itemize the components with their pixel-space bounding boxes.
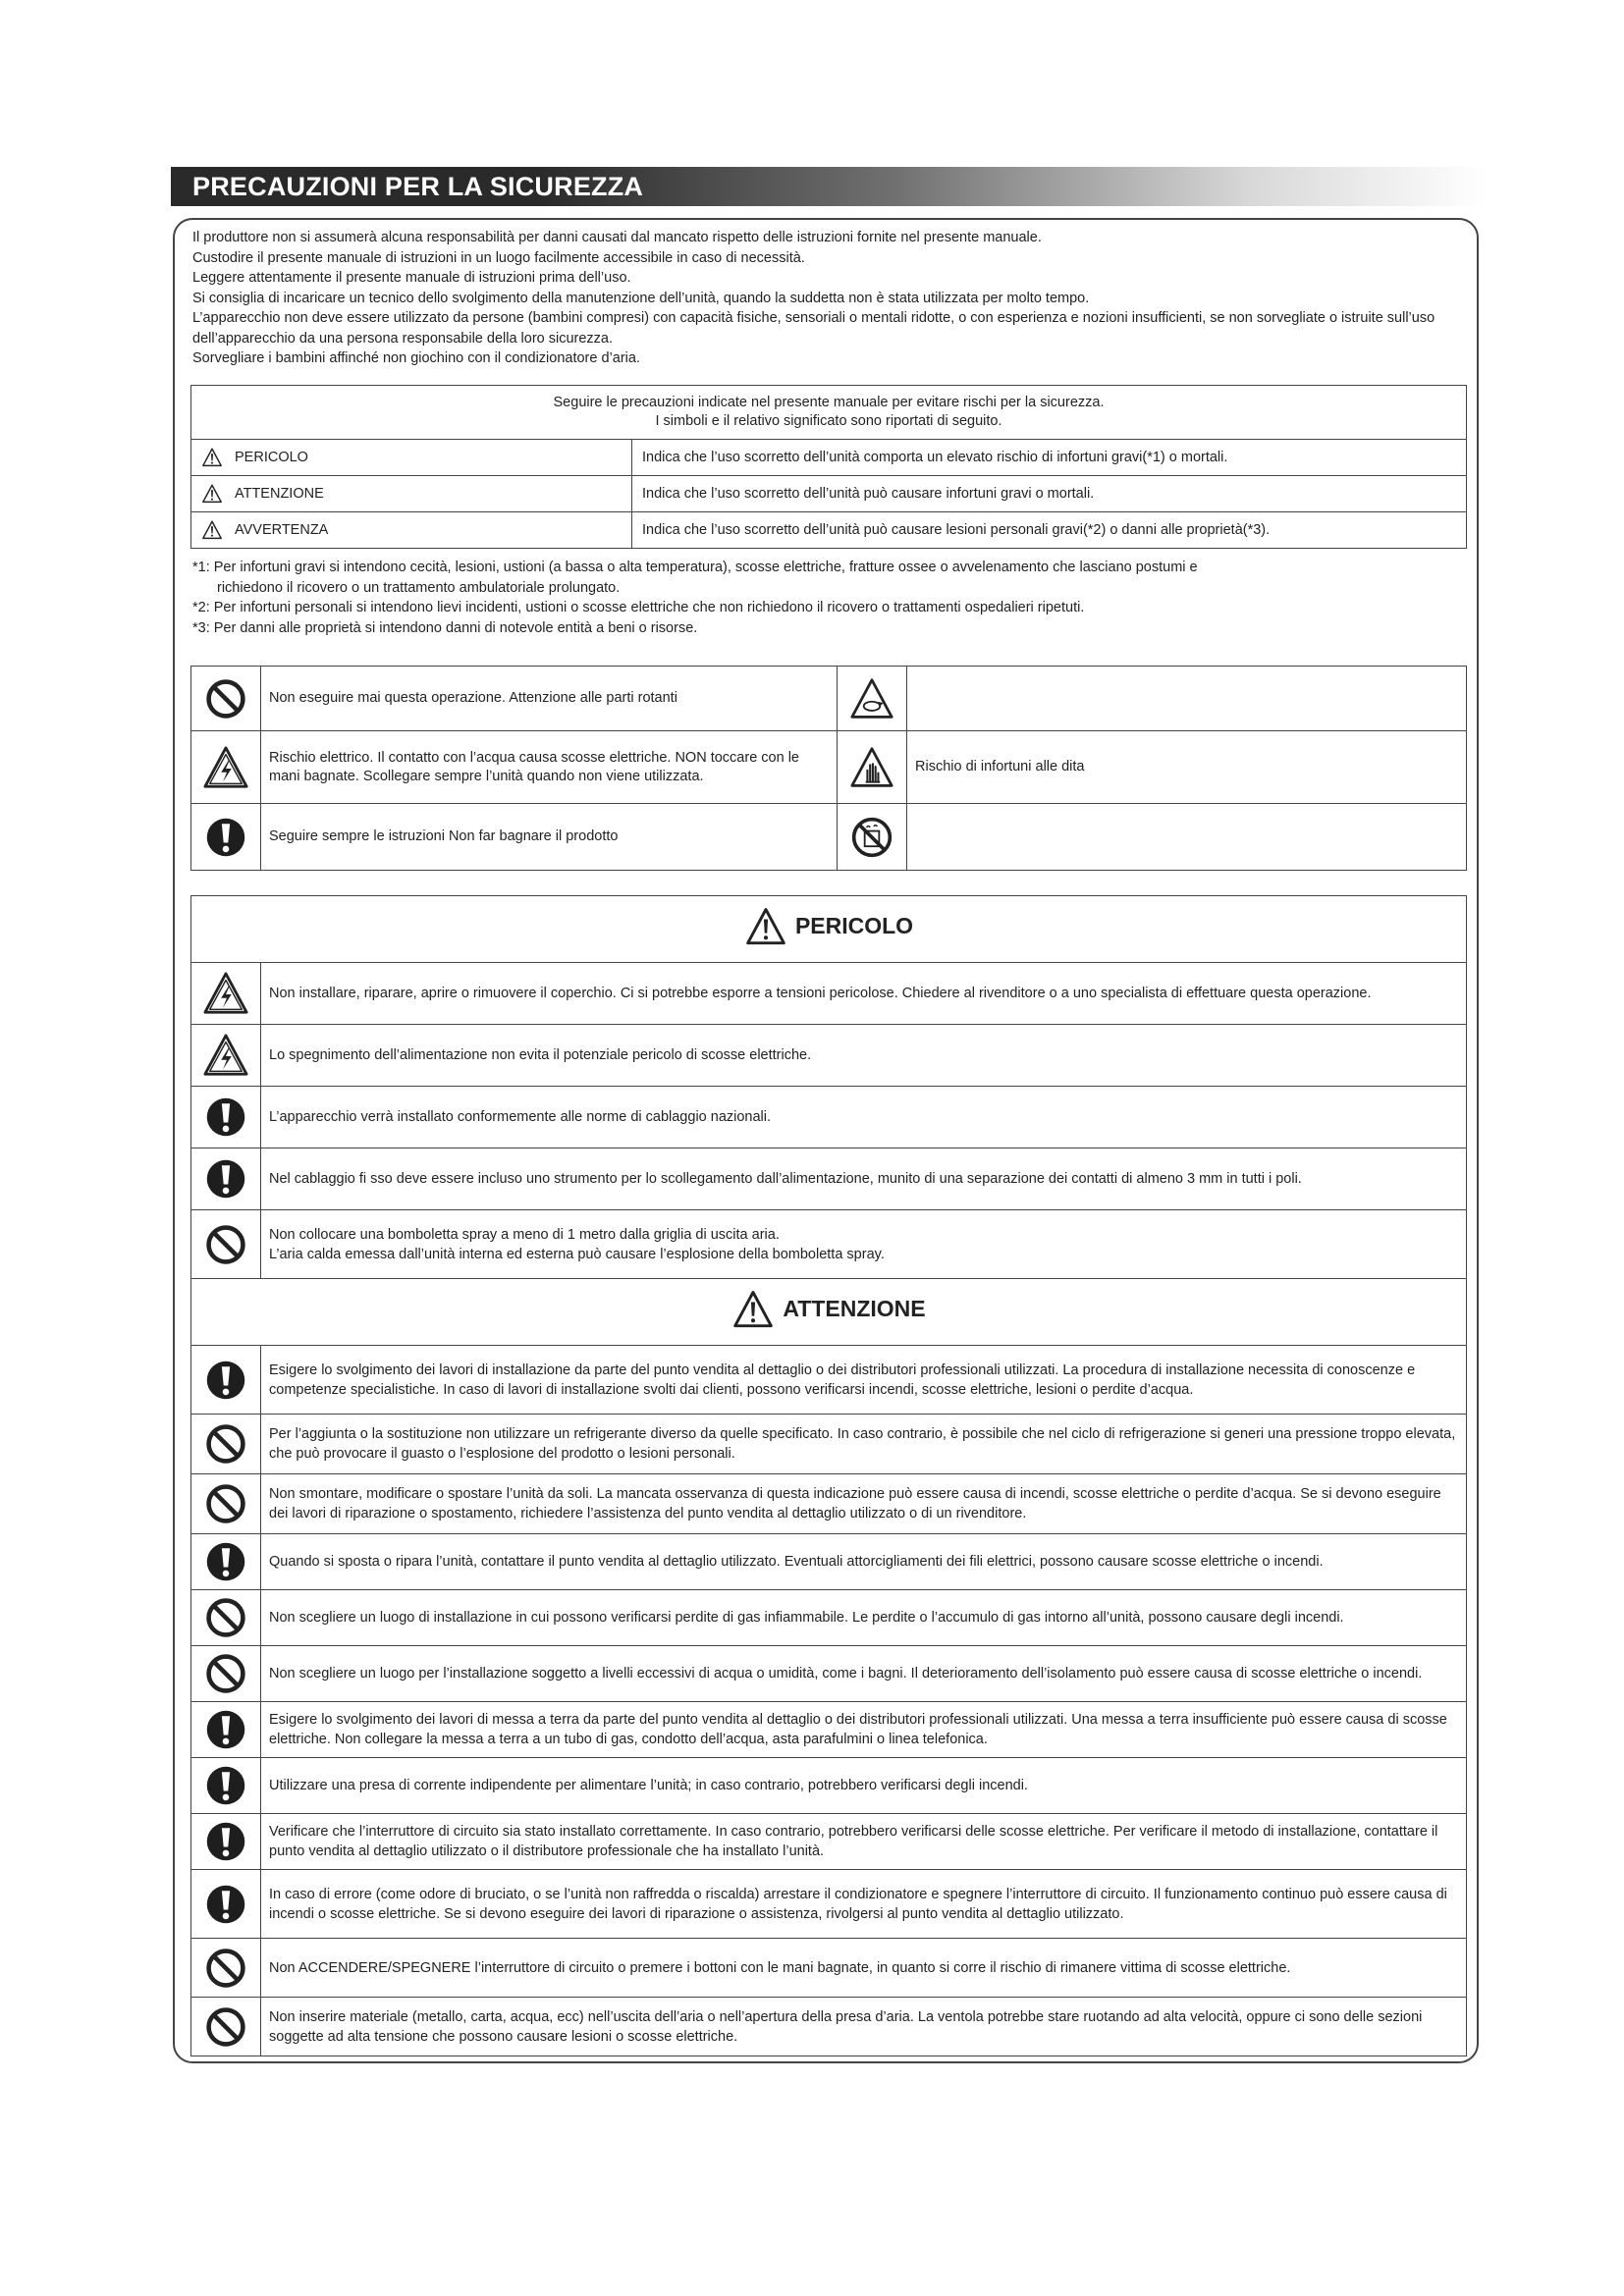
footnote: *3: Per danni alle proprietà si intendono danni di notevole entità a beni o risorse. [192,619,698,636]
warning-text: Per l’aggiunta o la sostituzione non utilizzare un refrigerante diverso da quelle specificato. In caso contrario, è possibile che nel ciclo di refrigerazione si generi una pressione troppo elevata, che può provocare il guasto o l’esplosione del prodotto o lesioni personali. [261,1415,1467,1474]
warning-text: Verificare che l’interruttore di circuito sia stato installato correttamente. In caso contrario, potrebbero verificarsi delle scosse elettriche. Per verificare il metodo di installazione, contattare il punto vendita al dettaglio utilizzato o il distributore professionale che ha installato l’unità. [261,1814,1467,1870]
intro-line: Si consiglia di incaricare un tecnico dello svolgimento della manutenzione dell’unità, quando la suddetta non è stata utilizzata per molto tempo. [192,290,1090,306]
prohibition-icon [191,1482,260,1525]
intro-line: Custodire il presente manuale di istruzioni in un luogo facilmente accessibile in caso di necessità. [192,249,805,266]
intro-text [192,228,1469,369]
warning-text: Quando si sposta o ripara l’unità, contattare il punto vendita al dettaglio utilizzato. Eventuali attorcigliamenti dei fili elettrici, possono causare scosse elettriche o incendi. [261,1534,1467,1590]
electric-hazard-icon [191,745,260,790]
legend-desc: Indica che l’uso scorretto dell’unità comporta un elevato rischio di infortuni gravi(*1) o mortali. [632,440,1467,476]
legend-header [191,386,1467,440]
warning-row [191,1148,1467,1210]
warning-triangle-icon [731,1290,775,1329]
warning-triangle-icon [744,907,787,946]
section-heading: PERICOLO [794,912,914,938]
warning-row [191,1870,1467,1939]
warning-row [191,1210,1467,1279]
legend-desc: Indica che l’uso scorretto dell’unità può causare lesioni personali gravi(*2) o danni alle proprietà(*3). [632,512,1467,549]
attenzione-header [191,1279,1467,1346]
warning-text: Non ACCENDERE/SPEGNERE l’interruttore di circuito o premere i bottoni con le mani bagnate, in quanto si corre il rischio di rimanere vittima di scosse elettriche. [261,1939,1467,1998]
mandatory-exclamation-icon [191,1540,260,1583]
prohibition-icon [191,1596,260,1639]
warning-row [191,963,1467,1025]
legend-header-line: I simboli e il relativo significato sono riportati di seguito. [655,413,1002,429]
symbol-legend-table [190,385,1467,549]
mandatory-exclamation-icon [191,1708,260,1751]
warning-row [191,1474,1467,1534]
warning-text: Non scegliere un luogo di installazione in cui possono verificarsi perdite di gas infiammabile. Le perdite o l’accumulo di gas intorno all’unità, possono causare degli incendi. [261,1590,1467,1646]
section-banner [171,167,1487,206]
legend-label: ATTENZIONE [235,485,324,502]
legend-row [191,440,1467,476]
intro-line: Il produttore non si assumerà alcuna responsabilità per danni causati dal mancato rispetto delle istruzioni fornite nel presente manuale. [192,230,1042,245]
electric-hazard-icon [191,1033,260,1078]
symbol-row [191,731,1467,804]
warning-row [191,1998,1467,2056]
mandatory-exclamation-icon [191,1157,260,1201]
footnote: *2: Per infortuni personali si intendono lievi incidenti, ustioni o scosse elettriche che non richiedono il ricovero o trattamenti ospedalieri ripetuti. [192,600,1085,615]
warning-triangle-icon [201,448,223,467]
prohibition-icon [191,1422,260,1466]
warning-row [191,1814,1467,1870]
warning-text: Non scegliere un luogo per l’installazione soggetto a livelli eccessivi di acqua o umidità, come i bagni. Il deterioramento dell’isolamento può essere causa di scosse elettriche o incendi. [261,1646,1467,1702]
warning-row [191,1534,1467,1590]
legend-desc: Indica che l’uso scorretto dell’unità può causare infortuni gravi o mortali. [632,476,1467,512]
warning-row [191,1590,1467,1646]
symbol-desc: Rischio di infortuni alle dita [907,731,1467,804]
intro-line: L’apparecchio non deve essere utilizzato da persone (bambini compresi) con capacità fisiche, sensoriali o mentali ridotte, o con esperienza e nozioni insufficienti, se non sorvegliate o istruite sull’uso dell’apparecchio da una persona responsabile della loro sicurezza. [192,310,1435,347]
warning-row [191,1346,1467,1415]
warning-line: L’aria calda emessa dall’unità interna ed esterna può causare l’esplosione della bomboletta spray. [269,1246,885,1262]
finger-injury-icon [838,746,906,789]
mandatory-exclamation-icon [191,1095,260,1139]
warning-row [191,1415,1467,1474]
warning-row [191,1646,1467,1702]
mandatory-exclamation-icon [191,1764,260,1807]
warning-text: Nel cablaggio fi sso deve essere incluso uno strumento per lo scollegamento dall’alimentazione, munito di una separazione dei contatti di almeno 3 mm in tutti i poli. [261,1148,1467,1210]
warning-text: Esigere lo svolgimento dei lavori di messa a terra da parte del punto vendita al dettaglio o dei distributori professionali utilizzati. Una messa a terra insufficiente può essere causa di scosse elettriche. Non collegare la messa a terra a un tubo di gas, condotto dell’acqua, asta parafulmini o linea telefonica. [261,1702,1467,1758]
warning-row [191,1939,1467,1998]
warning-triangle-icon [201,520,223,540]
pericolo-header [191,896,1467,963]
footnote: *1: Per infortuni gravi si intendono cecità, lesioni, ustioni (a bassa o alta temperatura), scosse elettriche, fratture ossee o avvelenamento che lasciano postumi e [192,560,1198,575]
symbols-table [190,666,1467,871]
symbol-desc: Non eseguire mai questa operazione. Attenzione alle parti rotanti [261,667,838,731]
warning-text: Utilizzare una presa di corrente indipendente per alimentare l’unità; in caso contrario, potrebbero verificarsi degli incendi. [261,1758,1467,1814]
prohibition-icon [191,1223,260,1266]
prohibition-icon [191,677,260,721]
no-wet-icon [838,816,906,859]
warning-row [191,1025,1467,1087]
warning-row [191,1758,1467,1814]
mandatory-exclamation-icon [191,816,260,859]
footnotes [192,558,1469,638]
warning-triangle-icon [201,484,223,504]
warning-text [261,1210,1467,1279]
prohibition-icon [191,2005,260,2049]
symbol-row [191,804,1467,871]
legend-row [191,512,1467,549]
prohibition-icon [191,1652,260,1695]
warning-text: In caso di errore (come odore di bruciato, o se l’unità non raffredda o riscalda) arrestare il condizionatore e spegnere l’interruttore di circuito. Il funzionamento continuo può essere causa di incendi o scosse elettriche. Se si devono eseguire dei lavori di riparazione o assistenza, rivolgersi al punto vendita al dettaglio utilizzato. [261,1870,1467,1939]
legend-label: PERICOLO [235,449,308,465]
warning-line: Non collocare una bomboletta spray a meno di 1 metro dalla griglia di uscita aria. [269,1226,780,1243]
warning-row [191,1702,1467,1758]
legend-header-line: Seguire le precauzioni indicate nel presente manuale per evitare rischi per la sicurezza. [553,395,1105,410]
footnote: richiedono il ricovero o un trattamento ambulatoriale prolungato. [217,579,621,596]
mandatory-exclamation-icon [191,1883,260,1926]
warnings-table [190,895,1467,2056]
warning-text: Non inserire materiale (metallo, carta, acqua, ecc) nell’uscita dell’aria o nell’apertura della presa d’aria. La ventola potrebbe stare ruotando ad alta velocità, oppure ci sono delle sezioni soggette ad alta tensione che possono causare lesioni o scosse elettriche. [261,1998,1467,2056]
mandatory-exclamation-icon [191,1359,260,1402]
warning-row [191,1087,1467,1148]
warning-text: Non installare, riparare, aprire o rimuovere il coperchio. Ci si potrebbe esporre a tensioni pericolose. Chiedere al rivenditore o a uno specialista di effettuare questa operazione. [261,963,1467,1025]
section-heading: ATTENZIONE [783,1295,926,1321]
mandatory-exclamation-icon [191,1820,260,1863]
symbol-row [191,667,1467,731]
legend-label: AVVERTENZA [235,521,329,538]
symbol-desc: Rischio elettrico. Il contatto con l’acqua causa scosse elettriche. NON toccare con le mani bagnate. Scollegare sempre l’unità quando non viene utilizzata. [261,731,838,804]
intro-line: Sorvegliare i bambini affinché non giochino con il condizionatore d’aria. [192,350,640,366]
legend-row [191,476,1467,512]
warning-text: L’apparecchio verrà installato conformemente alle norme di cablaggio nazionali. [261,1087,1467,1148]
intro-line: Leggere attentamente il presente manuale di istruzioni prima dell’uso. [192,270,631,286]
warning-text: Non smontare, modificare o spostare l’unità da soli. La mancata osservanza di questa indicazione può essere causa di incendi, scosse elettriche o perdite d’acqua. Se si devono eseguire dei lavori di riparazione o spostamento, richiedere l’assistenza del punto vendita al dettaglio utilizzato o di un rivenditore. [261,1474,1467,1534]
warning-text: Esigere lo svolgimento dei lavori di installazione da parte del punto vendita al dettaglio o dei distributori professionali utilizzati. La procedura di installazione necessita di conoscenze e competenze specialistiche. In caso di lavori di installazione svolti dai clienti, possono verificarsi incendi, scosse elettriche, lesioni o perdite d’acqua. [261,1346,1467,1415]
electric-hazard-icon [191,971,260,1016]
warning-text: Lo spegnimento dell’alimentazione non evita il potenziale pericolo di scosse elettriche. [261,1025,1467,1087]
symbol-desc: Seguire sempre le istruzioni Non far bagnare il prodotto [261,804,838,871]
rotating-parts-icon [838,677,906,721]
prohibition-icon [191,1947,260,1990]
page-title: PRECAUZIONI PER LA SICUREZZA [192,172,644,201]
